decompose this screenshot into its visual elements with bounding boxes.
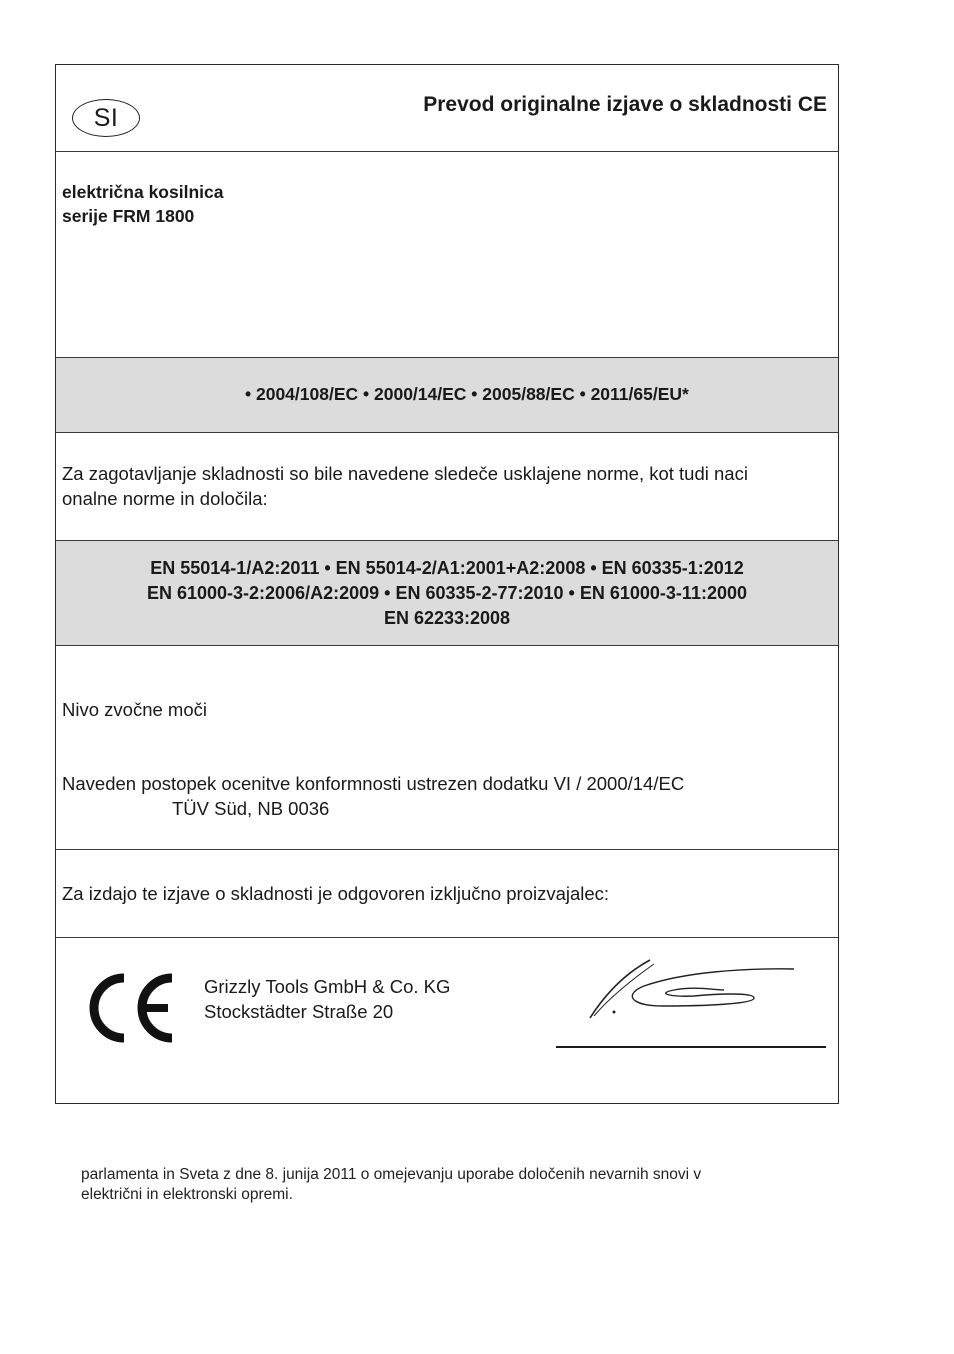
manufacturer-name: Grizzly Tools GmbH & Co. KG — [204, 976, 451, 997]
manufacturer-street: Stockstädter Straße 20 — [204, 1001, 394, 1022]
document-title: Prevod originalne izjave o skladnosti CE — [423, 93, 827, 116]
product-section — [56, 151, 838, 357]
conformity-procedure — [62, 771, 684, 821]
standards-intro-line: onalne norme in določila: — [62, 488, 268, 509]
product-type: električna kosilnica — [62, 182, 224, 202]
standards-line: EN 61000-3-2:2006/A2:2009 • EN 60335-2-77:2010 • EN 61000-3-11:2000 — [146, 583, 747, 603]
header-section — [56, 65, 838, 151]
standards-line: EN 55014-1/A2:2011 • EN 55014-2/A1:2001+A2:2008 • EN 60335-1:2012 — [150, 558, 744, 578]
standards-intro-line: Za zagotavljanje skladnosti so bile navedene sledeče usklajene norme, kot tudi naci — [62, 463, 748, 484]
standards-list — [56, 556, 838, 631]
directives-section — [56, 357, 838, 432]
language-badge: SI — [72, 99, 140, 137]
standards-line: EN 62233:2008 — [383, 608, 511, 628]
sound-power-label: Nivo zvočne moči — [62, 699, 207, 720]
product-series: serije FRM 1800 — [62, 206, 195, 226]
notified-body: TÜV Süd, NB 0036 — [172, 798, 330, 819]
responsibility-section — [56, 849, 838, 937]
signature-icon — [584, 956, 804, 1026]
manufacturer-address — [204, 974, 450, 1024]
footnote — [81, 1165, 841, 1205]
declaration-frame — [55, 64, 839, 1104]
procedure-text: Naveden postopek ocenitve konformnosti ustrezen dodatku VI / 2000/14/EC — [62, 773, 685, 794]
standards-intro-text — [62, 461, 748, 511]
footnote-line: parlamenta in Sveta z dne 8. junija 2011 o omejevanju uporabe določenih nevarnih snovi v — [81, 1166, 702, 1183]
standards-section — [56, 540, 838, 645]
standards-intro-section — [56, 432, 838, 540]
product-name — [62, 180, 223, 228]
manufacturer-section — [56, 937, 838, 1103]
responsibility-text: Za izdajo te izjave o skladnosti je odgovoren izključno proizvajalec: — [62, 883, 610, 904]
noise-section — [56, 645, 838, 849]
signature-line — [556, 1046, 826, 1048]
footnote-line: električni in elektronski opremi. — [81, 1186, 293, 1203]
directives-list: • 2004/108/EC • 2000/14/EC • 2005/88/EC • 2011/65/EU* — [245, 384, 689, 404]
ce-mark-icon — [88, 972, 178, 1044]
